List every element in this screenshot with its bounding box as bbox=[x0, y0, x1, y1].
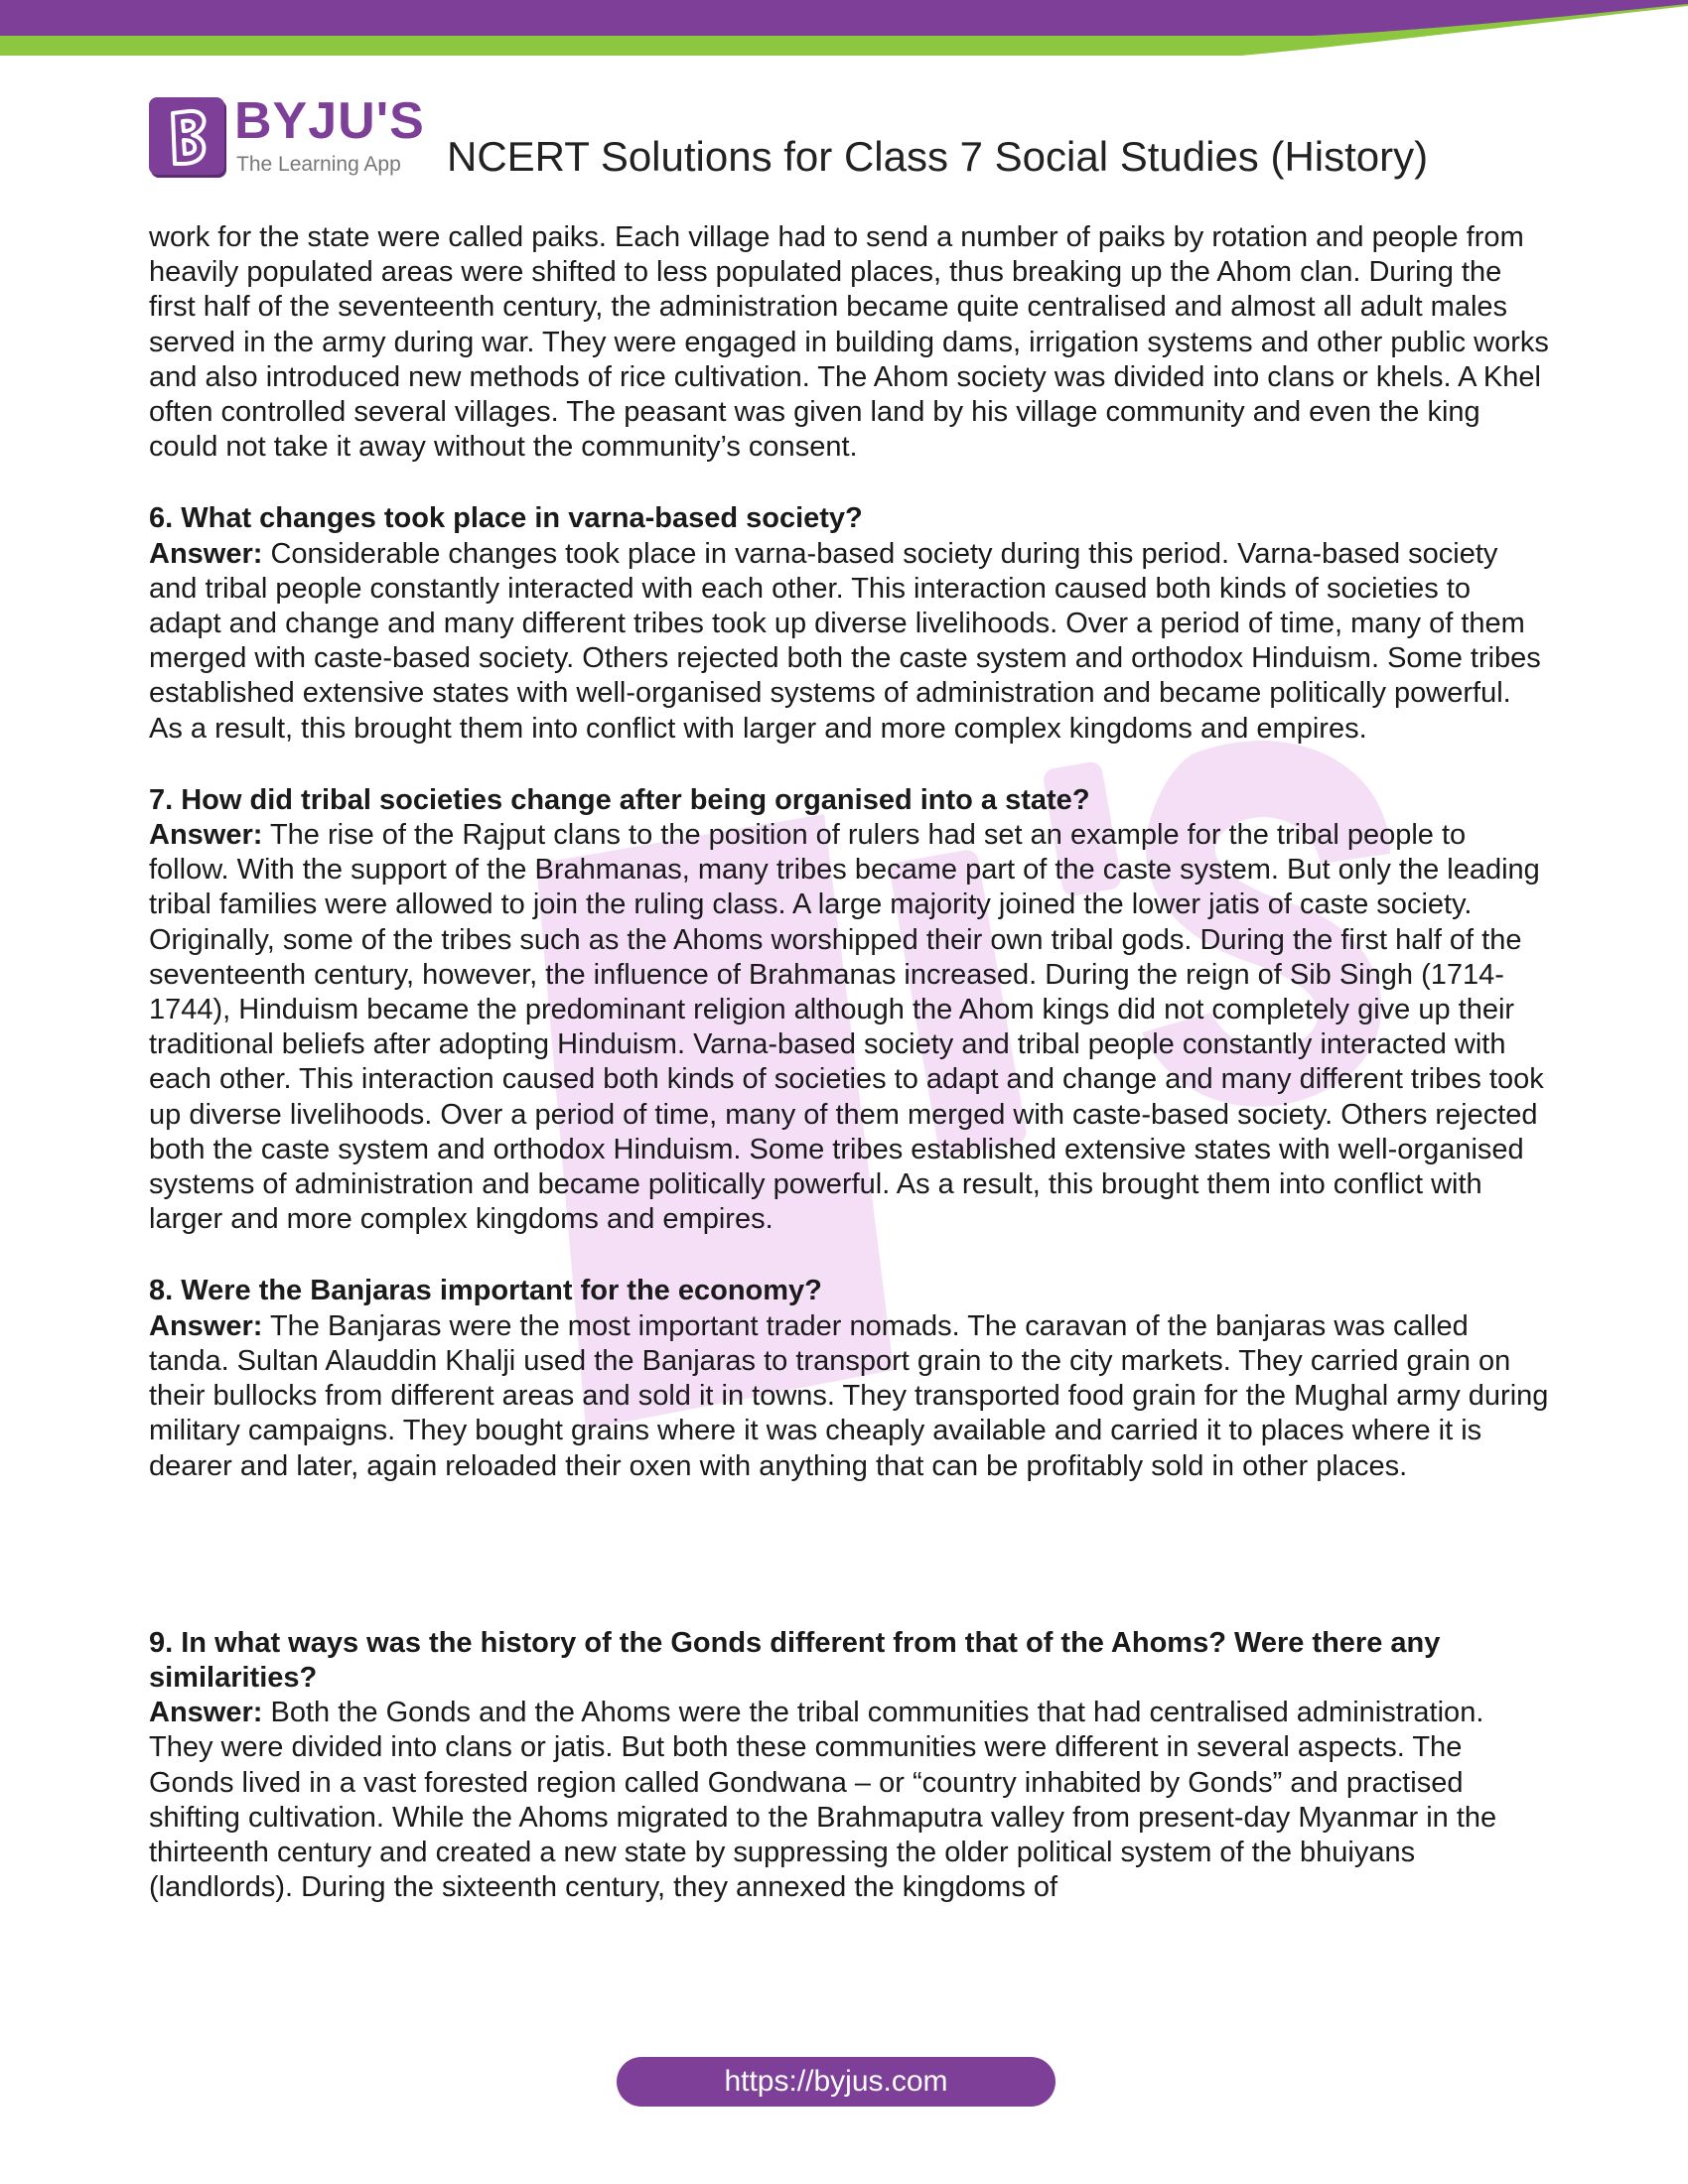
spacer bbox=[149, 1521, 1549, 1626]
header-color-bands bbox=[0, 0, 1688, 60]
qa-block-6 bbox=[149, 501, 1549, 746]
answer-8: The Banjaras were the most important trader nomads. The caravan of the banjaras was called tanda. Sultan Alauddin Khalji used the Banjaras to transport grain to the city markets. They carried grain on their bullocks from different areas and sold it in towns. They transported food grain for the Mughal army during military campaigns. They bought grains where it was cheaply available and carried it to places where it is dearer and later, again reloaded their oxen with anything that can be profitably sold in other places. bbox=[149, 1309, 1549, 1482]
answer-6: Considerable changes took place in varna-based society during this period. Varna-based society and tribal people constantly interacted with each other. This interaction caused both kinds of societies to adapt and change and many different tribes took up diverse livelihoods. Over a period of time, many of them merged with caste-based society. Others rejected both the caste system and orthodox Hinduism. Some tribes established extensive states with well-organised systems of administration and became politically powerful. As a result, this brought them into conflict with larger and more complex kingdoms and empires. bbox=[149, 537, 1541, 745]
answer-label: Answer: bbox=[149, 819, 263, 852]
document-body bbox=[149, 220, 1549, 1942]
byjus-logo bbox=[149, 92, 435, 181]
question-9: 9. In what ways was the history of the Gonds different from that of the Ahoms? Were there any similarities? bbox=[149, 1626, 1441, 1694]
logo-b-icon bbox=[149, 97, 224, 175]
intro-paragraph: work for the state were called paiks. Each village had to send a number of paiks by rotation and people from heavily populated areas were shifted to less populated places, thus breaking up the Ahom clan. During the first half of the seventeenth century, the administration became quite centralised and almost all adult males served in the army during war. They were engaged in building dams, irrigation systems and other public works and also introduced new methods of rice cultivation. The Ahom society was divided into clans or khels. A Khel often controlled several villages. The peasant was given land by his village community and even the king could not take it away without the community’s consent. bbox=[149, 221, 1549, 464]
page-header bbox=[149, 92, 1539, 187]
question-7: 7. How did tribal societies change after being organised into a state? bbox=[149, 783, 1090, 816]
question-8: 8. Were the Banjaras important for the economy? bbox=[149, 1275, 822, 1307]
qa-block-8 bbox=[149, 1274, 1549, 1483]
document-title: NCERT Solutions for Class 7 Social Studies (History) bbox=[447, 133, 1429, 180]
footer-url-link[interactable]: https://byjus.com bbox=[617, 2057, 1055, 2107]
qa-block-7 bbox=[149, 783, 1549, 1238]
question-6: 6. What changes took place in varna-based society? bbox=[149, 502, 863, 535]
logo-mark bbox=[149, 97, 224, 175]
answer-9: Both the Gonds and the Ahoms were the tribal communities that had centralised administration. They were divided into clans or jatis. But both these communities were different in several aspects. The Gonds lived in a vast forested region called Gondwana – or “country inhabited by Gonds” and practised shifting cultivation. While the Ahoms migrated to the Brahmaputra valley from present-day Myanmar in the thirteenth century and created a new state by suppressing the older political system of the bhuiyans (landlords). During the sixteenth century, they annexed the kingdoms of bbox=[149, 1697, 1497, 1904]
brand-tagline: The Learning App bbox=[236, 153, 401, 176]
qa-block-9 bbox=[149, 1626, 1549, 1906]
answer-label: Answer: bbox=[149, 1309, 263, 1342]
answer-7: The rise of the Rajput clans to the position of rulers had set an example for the tribal people to follow. With the support of the Brahmanas, many tribes became part of the caste system. But only the leading tribal families were allowed to join the ruling class. A large majority joined the lower jatis of caste society. Originally, some of the tribes such as the Ahoms worshipped their own tribal gods. During the first half of the seventeenth century, however, the influence of Brahmanas increased. During the reign of Sib Singh (1714-1744), Hinduism became the predominant religion although the Ahom kings did not completely give up their traditional beliefs after adopting Hinduism. Varna-based society and tribal people constantly interacted with each other. This interaction caused both kinds of societies to adapt and change and many different tribes took up diverse livelihoods. Over a period of time, many of them merged with caste-based society. Others rejected both the caste system and orthodox Hinduism. Some tribes established extensive states with well-organised systems of administration and became politically powerful. As a result, this brought them into conflict with larger and more complex kingdoms and empires. bbox=[149, 819, 1544, 1236]
answer-label: Answer: bbox=[149, 537, 263, 570]
answer-label: Answer: bbox=[149, 1697, 263, 1729]
brand-name: BYJU'S bbox=[234, 92, 425, 150]
